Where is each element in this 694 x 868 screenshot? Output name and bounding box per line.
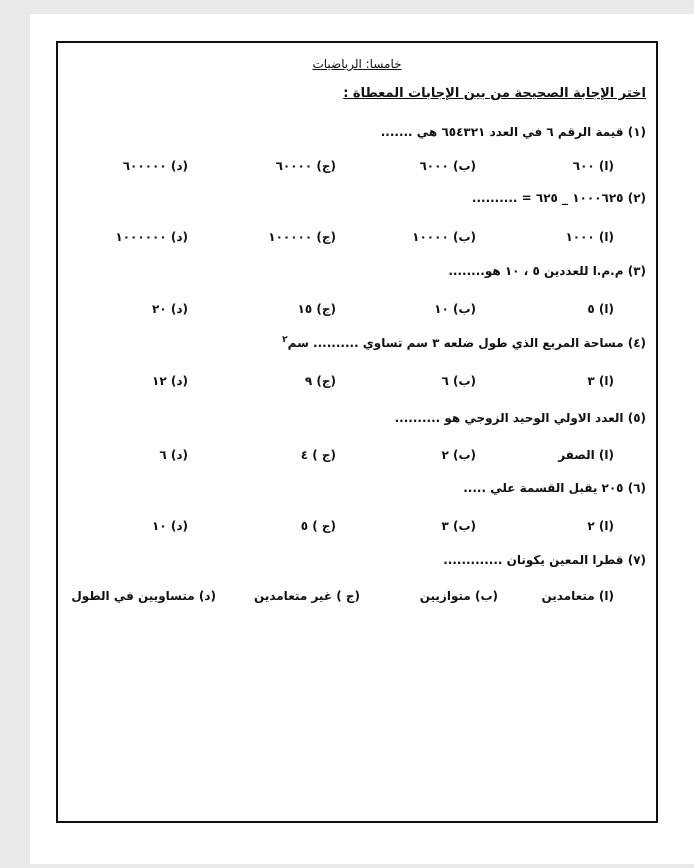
option-7b: (ب) متوازيين	[419, 589, 498, 603]
section-header: خامسا: الرياضيات	[312, 57, 402, 71]
question-7: (٧) قطرا المعين يكونان .............	[443, 553, 646, 567]
document-page	[30, 14, 694, 864]
options-row-6	[58, 519, 656, 539]
option-5b: (ب) ٢	[441, 448, 476, 462]
option-4d: (د) ١٢	[152, 374, 188, 388]
instruction-heading: اختر الإجابة الصحيحة من بين الإجابات المعطاة :	[343, 86, 646, 101]
option-7a: (ا) متعامدين	[541, 589, 614, 603]
option-2b: (ب) ١٠٠٠٠	[412, 230, 476, 244]
option-3a: (ا) ٥	[587, 302, 614, 316]
option-5c: (ج ) ٤	[300, 448, 336, 462]
options-row-5	[58, 448, 656, 468]
options-row-7	[58, 589, 656, 609]
option-2c: (ج) ١٠٠٠٠٠	[268, 230, 336, 244]
option-6d: (د) ١٠	[152, 519, 188, 533]
question-4	[282, 335, 646, 350]
option-7d: (د) متساويين في الطول	[71, 589, 216, 603]
question-2: (٢) ١٠٠٠٦٢٥ _ ٦٢٥ = ..........	[471, 191, 646, 205]
squared-superscript: ٢	[282, 335, 288, 345]
option-5a: (ا) الصفر	[558, 448, 614, 462]
question-5: (٥) العدد الاولي الوحيد الزوجي هو ..........	[394, 411, 646, 425]
option-6c: (ج ) ٥	[300, 519, 336, 533]
options-row-4	[58, 374, 656, 394]
options-row-3	[58, 302, 656, 322]
option-3c: (ج) ١٥	[297, 302, 336, 316]
options-row-1	[58, 159, 656, 179]
option-2d: (د) ١٠٠٠٠٠٠	[115, 230, 188, 244]
options-row-2	[58, 230, 656, 250]
option-4a: (ا) ٣	[587, 374, 614, 388]
option-3b: (ب) ١٠	[434, 302, 476, 316]
option-7c: (ج ) غير متعامدين	[254, 589, 360, 603]
question-3: (٣) م.م.ا للعددين ٥ ، ١٠ هو........	[448, 264, 646, 278]
option-1c: (ج) ٦٠٠٠٠	[275, 159, 336, 173]
option-6a: (ا) ٢	[587, 519, 614, 533]
option-4b: (ب) ٦	[441, 374, 476, 388]
question-4-text: (٤) مساحة المربع الذي طول ضلعه ٣ سم تساوي .......... سم	[287, 336, 646, 350]
option-5d: (د) ٦	[159, 448, 188, 462]
option-1d: (د) ٦٠٠٠٠٠	[122, 159, 188, 173]
question-6: (٦) ٢٠٥ يقبل القسمة علي .....	[463, 481, 646, 495]
question-1: (١) قيمة الرقم ٦ في العدد ٦٥٤٣٢١ هي .......	[380, 125, 646, 139]
option-3d: (د) ٢٠	[152, 302, 188, 316]
option-6b: (ب) ٣	[441, 519, 476, 533]
option-2a: (ا) ١٠٠٠	[565, 230, 614, 244]
option-1a: (ا) ٦٠٠	[572, 159, 614, 173]
option-4c: (ج) ٩	[304, 374, 336, 388]
worksheet-frame	[56, 41, 658, 823]
option-1b: (ب) ٦٠٠٠	[419, 159, 476, 173]
